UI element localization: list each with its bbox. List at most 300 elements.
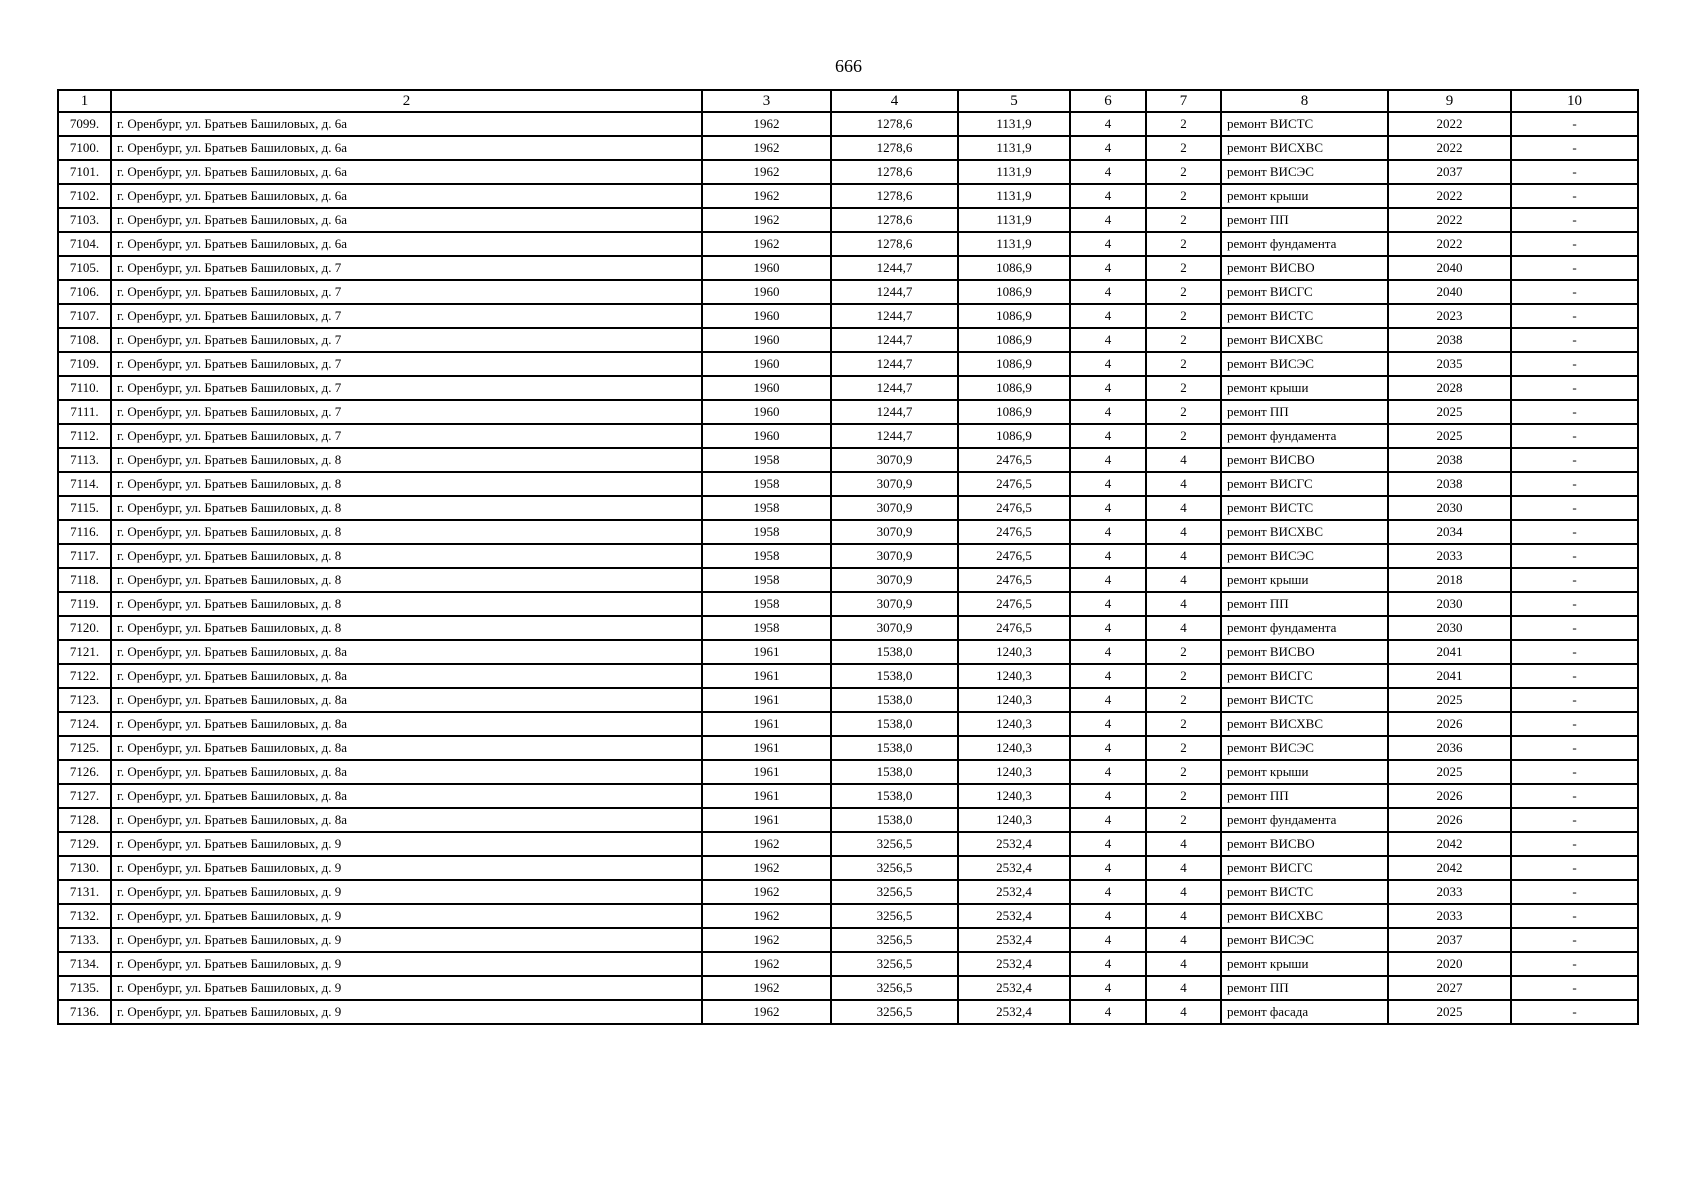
living-area-cell: 1131,9: [958, 136, 1070, 160]
table-row: [58, 544, 1638, 568]
row-number-cell: 7111.: [58, 400, 111, 424]
planned-year-cell: 2026: [1388, 712, 1511, 736]
year-cell: 1960: [702, 328, 831, 352]
floors-cell: 4: [1070, 592, 1146, 616]
column-header: 7: [1146, 90, 1221, 112]
year-cell: 1961: [702, 760, 831, 784]
entrances-cell: 4: [1146, 1000, 1221, 1024]
entrances-cell: 4: [1146, 544, 1221, 568]
row-number-cell: 7136.: [58, 1000, 111, 1024]
work-type-cell: ремонт ВИСТС: [1221, 304, 1388, 328]
total-area-cell: 1244,7: [831, 328, 958, 352]
year-cell: 1962: [702, 1000, 831, 1024]
row-number-cell: 7128.: [58, 808, 111, 832]
note-cell: -: [1511, 352, 1638, 376]
floors-cell: 4: [1070, 784, 1146, 808]
table-row: [58, 616, 1638, 640]
entrances-cell: 4: [1146, 952, 1221, 976]
year-cell: 1960: [702, 304, 831, 328]
total-area-cell: 3070,9: [831, 448, 958, 472]
living-area-cell: 2476,5: [958, 472, 1070, 496]
floors-cell: 4: [1070, 664, 1146, 688]
planned-year-cell: 2030: [1388, 616, 1511, 640]
address-cell: г. Оренбург, ул. Братьев Башиловых, д. 8: [111, 472, 702, 496]
floors-cell: 4: [1070, 232, 1146, 256]
floors-cell: 4: [1070, 520, 1146, 544]
planned-year-cell: 2025: [1388, 760, 1511, 784]
living-area-cell: 1131,9: [958, 184, 1070, 208]
floors-cell: 4: [1070, 136, 1146, 160]
entrances-cell: 4: [1146, 976, 1221, 1000]
year-cell: 1960: [702, 424, 831, 448]
note-cell: -: [1511, 736, 1638, 760]
floors-cell: 4: [1070, 760, 1146, 784]
note-cell: -: [1511, 424, 1638, 448]
entrances-cell: 4: [1146, 472, 1221, 496]
address-cell: г. Оренбург, ул. Братьев Башиловых, д. 8: [111, 568, 702, 592]
entrances-cell: 2: [1146, 712, 1221, 736]
planned-year-cell: 2028: [1388, 376, 1511, 400]
work-type-cell: ремонт ВИСЭС: [1221, 352, 1388, 376]
address-cell: г. Оренбург, ул. Братьев Башиловых, д. 6а: [111, 184, 702, 208]
planned-year-cell: 2042: [1388, 832, 1511, 856]
year-cell: 1958: [702, 616, 831, 640]
entrances-cell: 4: [1146, 616, 1221, 640]
note-cell: -: [1511, 160, 1638, 184]
work-type-cell: ремонт ВИСГС: [1221, 856, 1388, 880]
living-area-cell: 2476,5: [958, 496, 1070, 520]
entrances-cell: 2: [1146, 640, 1221, 664]
living-area-cell: 2532,4: [958, 928, 1070, 952]
table-row: [58, 664, 1638, 688]
living-area-cell: 1086,9: [958, 304, 1070, 328]
row-number-cell: 7113.: [58, 448, 111, 472]
year-cell: 1960: [702, 256, 831, 280]
planned-year-cell: 2034: [1388, 520, 1511, 544]
table-row: [58, 592, 1638, 616]
work-type-cell: ремонт фундамента: [1221, 232, 1388, 256]
total-area-cell: 1244,7: [831, 352, 958, 376]
table-row: [58, 472, 1638, 496]
planned-year-cell: 2020: [1388, 952, 1511, 976]
total-area-cell: 3070,9: [831, 544, 958, 568]
row-number-cell: 7123.: [58, 688, 111, 712]
register-table: [57, 89, 1639, 1025]
note-cell: -: [1511, 976, 1638, 1000]
table-row: [58, 520, 1638, 544]
work-type-cell: ремонт ВИСГС: [1221, 280, 1388, 304]
table-row: [58, 952, 1638, 976]
row-number-cell: 7124.: [58, 712, 111, 736]
planned-year-cell: 2025: [1388, 1000, 1511, 1024]
living-area-cell: 1086,9: [958, 424, 1070, 448]
table-row: [58, 832, 1638, 856]
address-cell: г. Оренбург, ул. Братьев Башиловых, д. 9: [111, 1000, 702, 1024]
row-number-cell: 7114.: [58, 472, 111, 496]
floors-cell: 4: [1070, 1000, 1146, 1024]
year-cell: 1962: [702, 112, 831, 136]
total-area-cell: 3256,5: [831, 856, 958, 880]
work-type-cell: ремонт ВИСХВС: [1221, 520, 1388, 544]
address-cell: г. Оренбург, ул. Братьев Башиловых, д. 6а: [111, 112, 702, 136]
table-row: [58, 448, 1638, 472]
note-cell: -: [1511, 1000, 1638, 1024]
note-cell: -: [1511, 208, 1638, 232]
row-number-cell: 7107.: [58, 304, 111, 328]
floors-cell: 4: [1070, 328, 1146, 352]
row-number-cell: 7105.: [58, 256, 111, 280]
row-number-cell: 7130.: [58, 856, 111, 880]
note-cell: -: [1511, 472, 1638, 496]
entrances-cell: 2: [1146, 304, 1221, 328]
living-area-cell: 1086,9: [958, 256, 1070, 280]
year-cell: 1962: [702, 856, 831, 880]
address-cell: г. Оренбург, ул. Братьев Башиловых, д. 9: [111, 952, 702, 976]
note-cell: -: [1511, 688, 1638, 712]
year-cell: 1961: [702, 640, 831, 664]
address-cell: г. Оренбург, ул. Братьев Башиловых, д. 8а: [111, 712, 702, 736]
total-area-cell: 3070,9: [831, 472, 958, 496]
entrances-cell: 2: [1146, 112, 1221, 136]
living-area-cell: 1131,9: [958, 160, 1070, 184]
floors-cell: 4: [1070, 640, 1146, 664]
entrances-cell: 2: [1146, 256, 1221, 280]
entrances-cell: 4: [1146, 568, 1221, 592]
entrances-cell: 2: [1146, 424, 1221, 448]
living-area-cell: 1086,9: [958, 328, 1070, 352]
work-type-cell: ремонт ПП: [1221, 784, 1388, 808]
table-row: [58, 232, 1638, 256]
note-cell: -: [1511, 520, 1638, 544]
entrances-cell: 4: [1146, 856, 1221, 880]
column-header: 10: [1511, 90, 1638, 112]
address-cell: г. Оренбург, ул. Братьев Башиловых, д. 8: [111, 616, 702, 640]
planned-year-cell: 2042: [1388, 856, 1511, 880]
work-type-cell: ремонт крыши: [1221, 568, 1388, 592]
floors-cell: 4: [1070, 976, 1146, 1000]
work-type-cell: ремонт ВИСВО: [1221, 832, 1388, 856]
year-cell: 1962: [702, 184, 831, 208]
address-cell: г. Оренбург, ул. Братьев Башиловых, д. 6а: [111, 208, 702, 232]
entrances-cell: 4: [1146, 520, 1221, 544]
work-type-cell: ремонт ВИСЭС: [1221, 928, 1388, 952]
floors-cell: 4: [1070, 544, 1146, 568]
floors-cell: 4: [1070, 928, 1146, 952]
row-number-cell: 7106.: [58, 280, 111, 304]
entrances-cell: 2: [1146, 352, 1221, 376]
year-cell: 1958: [702, 448, 831, 472]
note-cell: -: [1511, 712, 1638, 736]
table-body: [58, 112, 1638, 1024]
floors-cell: 4: [1070, 112, 1146, 136]
note-cell: -: [1511, 880, 1638, 904]
address-cell: г. Оренбург, ул. Братьев Башиловых, д. 8а: [111, 736, 702, 760]
work-type-cell: ремонт ВИСТС: [1221, 496, 1388, 520]
row-number-cell: 7129.: [58, 832, 111, 856]
total-area-cell: 3256,5: [831, 832, 958, 856]
year-cell: 1962: [702, 208, 831, 232]
note-cell: -: [1511, 784, 1638, 808]
floors-cell: 4: [1070, 856, 1146, 880]
total-area-cell: 1244,7: [831, 400, 958, 424]
entrances-cell: 4: [1146, 880, 1221, 904]
address-cell: г. Оренбург, ул. Братьев Башиловых, д. 8: [111, 448, 702, 472]
note-cell: -: [1511, 664, 1638, 688]
address-cell: г. Оренбург, ул. Братьев Башиловых, д. 6а: [111, 136, 702, 160]
planned-year-cell: 2037: [1388, 928, 1511, 952]
address-cell: г. Оренбург, ул. Братьев Башиловых, д. 8: [111, 520, 702, 544]
planned-year-cell: 2023: [1388, 304, 1511, 328]
note-cell: -: [1511, 832, 1638, 856]
row-number-cell: 7115.: [58, 496, 111, 520]
row-number-cell: 7118.: [58, 568, 111, 592]
year-cell: 1961: [702, 784, 831, 808]
note-cell: -: [1511, 640, 1638, 664]
note-cell: -: [1511, 448, 1638, 472]
planned-year-cell: 2036: [1388, 736, 1511, 760]
row-number-cell: 7120.: [58, 616, 111, 640]
table-row: [58, 856, 1638, 880]
column-header: 6: [1070, 90, 1146, 112]
row-number-cell: 7133.: [58, 928, 111, 952]
total-area-cell: 3256,5: [831, 952, 958, 976]
work-type-cell: ремонт фундамента: [1221, 808, 1388, 832]
row-number-cell: 7099.: [58, 112, 111, 136]
total-area-cell: 1538,0: [831, 664, 958, 688]
table-row: [58, 400, 1638, 424]
total-area-cell: 1538,0: [831, 640, 958, 664]
entrances-cell: 4: [1146, 496, 1221, 520]
work-type-cell: ремонт ВИСГС: [1221, 664, 1388, 688]
work-type-cell: ремонт ВИСЭС: [1221, 544, 1388, 568]
note-cell: -: [1511, 952, 1638, 976]
living-area-cell: 1131,9: [958, 208, 1070, 232]
year-cell: 1961: [702, 688, 831, 712]
table-row: [58, 904, 1638, 928]
planned-year-cell: 2022: [1388, 232, 1511, 256]
living-area-cell: 1086,9: [958, 376, 1070, 400]
planned-year-cell: 2022: [1388, 184, 1511, 208]
floors-cell: 4: [1070, 832, 1146, 856]
entrances-cell: 4: [1146, 832, 1221, 856]
note-cell: -: [1511, 856, 1638, 880]
floors-cell: 4: [1070, 736, 1146, 760]
living-area-cell: 1240,3: [958, 808, 1070, 832]
year-cell: 1958: [702, 568, 831, 592]
work-type-cell: ремонт фундамента: [1221, 616, 1388, 640]
row-number-cell: 7108.: [58, 328, 111, 352]
address-cell: г. Оренбург, ул. Братьев Башиловых, д. 9: [111, 832, 702, 856]
table-row: [58, 760, 1638, 784]
address-cell: г. Оренбург, ул. Братьев Башиловых, д. 6а: [111, 232, 702, 256]
work-type-cell: ремонт ВИСХВС: [1221, 904, 1388, 928]
work-type-cell: ремонт крыши: [1221, 376, 1388, 400]
work-type-cell: ремонт ПП: [1221, 208, 1388, 232]
total-area-cell: 1278,6: [831, 208, 958, 232]
table-row: [58, 160, 1638, 184]
work-type-cell: ремонт крыши: [1221, 184, 1388, 208]
entrances-cell: 4: [1146, 592, 1221, 616]
entrances-cell: 2: [1146, 136, 1221, 160]
entrances-cell: 2: [1146, 664, 1221, 688]
living-area-cell: 1131,9: [958, 112, 1070, 136]
planned-year-cell: 2041: [1388, 664, 1511, 688]
total-area-cell: 3070,9: [831, 592, 958, 616]
living-area-cell: 2476,5: [958, 616, 1070, 640]
table-row: [58, 640, 1638, 664]
entrances-cell: 2: [1146, 808, 1221, 832]
living-area-cell: 1240,3: [958, 640, 1070, 664]
column-header: 4: [831, 90, 958, 112]
address-cell: г. Оренбург, ул. Братьев Башиловых, д. 7: [111, 400, 702, 424]
living-area-cell: 1240,3: [958, 664, 1070, 688]
entrances-cell: 2: [1146, 376, 1221, 400]
year-cell: 1960: [702, 400, 831, 424]
row-number-cell: 7131.: [58, 880, 111, 904]
year-cell: 1962: [702, 232, 831, 256]
year-cell: 1958: [702, 592, 831, 616]
year-cell: 1962: [702, 928, 831, 952]
column-header: 9: [1388, 90, 1511, 112]
address-cell: г. Оренбург, ул. Братьев Башиловых, д. 7: [111, 280, 702, 304]
living-area-cell: 2532,4: [958, 880, 1070, 904]
planned-year-cell: 2027: [1388, 976, 1511, 1000]
work-type-cell: ремонт фундамента: [1221, 424, 1388, 448]
planned-year-cell: 2041: [1388, 640, 1511, 664]
floors-cell: 4: [1070, 160, 1146, 184]
living-area-cell: 1240,3: [958, 736, 1070, 760]
table-row: [58, 1000, 1638, 1024]
planned-year-cell: 2035: [1388, 352, 1511, 376]
floors-cell: 4: [1070, 808, 1146, 832]
note-cell: -: [1511, 568, 1638, 592]
entrances-cell: 2: [1146, 208, 1221, 232]
work-type-cell: ремонт ВИСТС: [1221, 688, 1388, 712]
floors-cell: 4: [1070, 304, 1146, 328]
address-cell: г. Оренбург, ул. Братьев Башиловых, д. 9: [111, 856, 702, 880]
table-row: [58, 976, 1638, 1000]
year-cell: 1962: [702, 880, 831, 904]
floors-cell: 4: [1070, 256, 1146, 280]
total-area-cell: 1278,6: [831, 232, 958, 256]
planned-year-cell: 2025: [1388, 400, 1511, 424]
entrances-cell: 2: [1146, 400, 1221, 424]
address-cell: г. Оренбург, ул. Братьев Башиловых, д. 7: [111, 376, 702, 400]
address-cell: г. Оренбург, ул. Братьев Башиловых, д. 7: [111, 424, 702, 448]
entrances-cell: 2: [1146, 160, 1221, 184]
row-number-cell: 7117.: [58, 544, 111, 568]
row-number-cell: 7126.: [58, 760, 111, 784]
living-area-cell: 1086,9: [958, 352, 1070, 376]
work-type-cell: ремонт ВИСТС: [1221, 880, 1388, 904]
work-type-cell: ремонт крыши: [1221, 760, 1388, 784]
note-cell: -: [1511, 904, 1638, 928]
year-cell: 1960: [702, 376, 831, 400]
table-row: [58, 568, 1638, 592]
table-row: [58, 304, 1638, 328]
planned-year-cell: 2026: [1388, 808, 1511, 832]
work-type-cell: ремонт ВИСВО: [1221, 448, 1388, 472]
row-number-cell: 7116.: [58, 520, 111, 544]
total-area-cell: 1244,7: [831, 424, 958, 448]
total-area-cell: 3070,9: [831, 616, 958, 640]
year-cell: 1958: [702, 520, 831, 544]
total-area-cell: 3070,9: [831, 496, 958, 520]
entrances-cell: 4: [1146, 448, 1221, 472]
year-cell: 1960: [702, 352, 831, 376]
year-cell: 1961: [702, 712, 831, 736]
address-cell: г. Оренбург, ул. Братьев Башиловых, д. 8: [111, 544, 702, 568]
address-cell: г. Оренбург, ул. Братьев Башиловых, д. 9: [111, 928, 702, 952]
address-cell: г. Оренбург, ул. Братьев Башиловых, д. 8а: [111, 664, 702, 688]
total-area-cell: 1244,7: [831, 376, 958, 400]
row-number-cell: 7102.: [58, 184, 111, 208]
table-row: [58, 136, 1638, 160]
floors-cell: 4: [1070, 184, 1146, 208]
address-cell: г. Оренбург, ул. Братьев Башиловых, д. 8: [111, 496, 702, 520]
address-cell: г. Оренбург, ул. Братьев Башиловых, д. 8а: [111, 784, 702, 808]
total-area-cell: 3256,5: [831, 976, 958, 1000]
entrances-cell: 4: [1146, 928, 1221, 952]
note-cell: -: [1511, 112, 1638, 136]
row-number-cell: 7100.: [58, 136, 111, 160]
planned-year-cell: 2033: [1388, 880, 1511, 904]
row-number-cell: 7135.: [58, 976, 111, 1000]
note-cell: -: [1511, 400, 1638, 424]
floors-cell: 4: [1070, 496, 1146, 520]
year-cell: 1962: [702, 952, 831, 976]
planned-year-cell: 2018: [1388, 568, 1511, 592]
page-number: 666: [835, 56, 862, 76]
column-header: 1: [58, 90, 111, 112]
year-cell: 1961: [702, 808, 831, 832]
year-cell: 1958: [702, 472, 831, 496]
total-area-cell: 1278,6: [831, 136, 958, 160]
work-type-cell: ремонт ВИСЭС: [1221, 736, 1388, 760]
total-area-cell: 3256,5: [831, 904, 958, 928]
floors-cell: 4: [1070, 208, 1146, 232]
planned-year-cell: 2038: [1388, 472, 1511, 496]
floors-cell: 4: [1070, 712, 1146, 736]
floors-cell: 4: [1070, 616, 1146, 640]
total-area-cell: 1244,7: [831, 256, 958, 280]
year-cell: 1961: [702, 664, 831, 688]
entrances-cell: 2: [1146, 760, 1221, 784]
living-area-cell: 2476,5: [958, 568, 1070, 592]
year-cell: 1962: [702, 136, 831, 160]
row-number-cell: 7110.: [58, 376, 111, 400]
living-area-cell: 1086,9: [958, 280, 1070, 304]
work-type-cell: ремонт ВИСВО: [1221, 256, 1388, 280]
table-row: [58, 256, 1638, 280]
floors-cell: 4: [1070, 376, 1146, 400]
total-area-cell: 1538,0: [831, 784, 958, 808]
total-area-cell: 1538,0: [831, 736, 958, 760]
address-cell: г. Оренбург, ул. Братьев Башиловых, д. 8: [111, 592, 702, 616]
entrances-cell: 2: [1146, 280, 1221, 304]
planned-year-cell: 2038: [1388, 448, 1511, 472]
table-row: [58, 328, 1638, 352]
work-type-cell: ремонт ВИСХВС: [1221, 712, 1388, 736]
planned-year-cell: 2022: [1388, 112, 1511, 136]
planned-year-cell: 2040: [1388, 256, 1511, 280]
floors-cell: 4: [1070, 400, 1146, 424]
floors-cell: 4: [1070, 688, 1146, 712]
table-row: [58, 688, 1638, 712]
note-cell: -: [1511, 760, 1638, 784]
address-cell: г. Оренбург, ул. Братьев Башиловых, д. 8а: [111, 760, 702, 784]
address-cell: г. Оренбург, ул. Братьев Башиловых, д. 7: [111, 304, 702, 328]
